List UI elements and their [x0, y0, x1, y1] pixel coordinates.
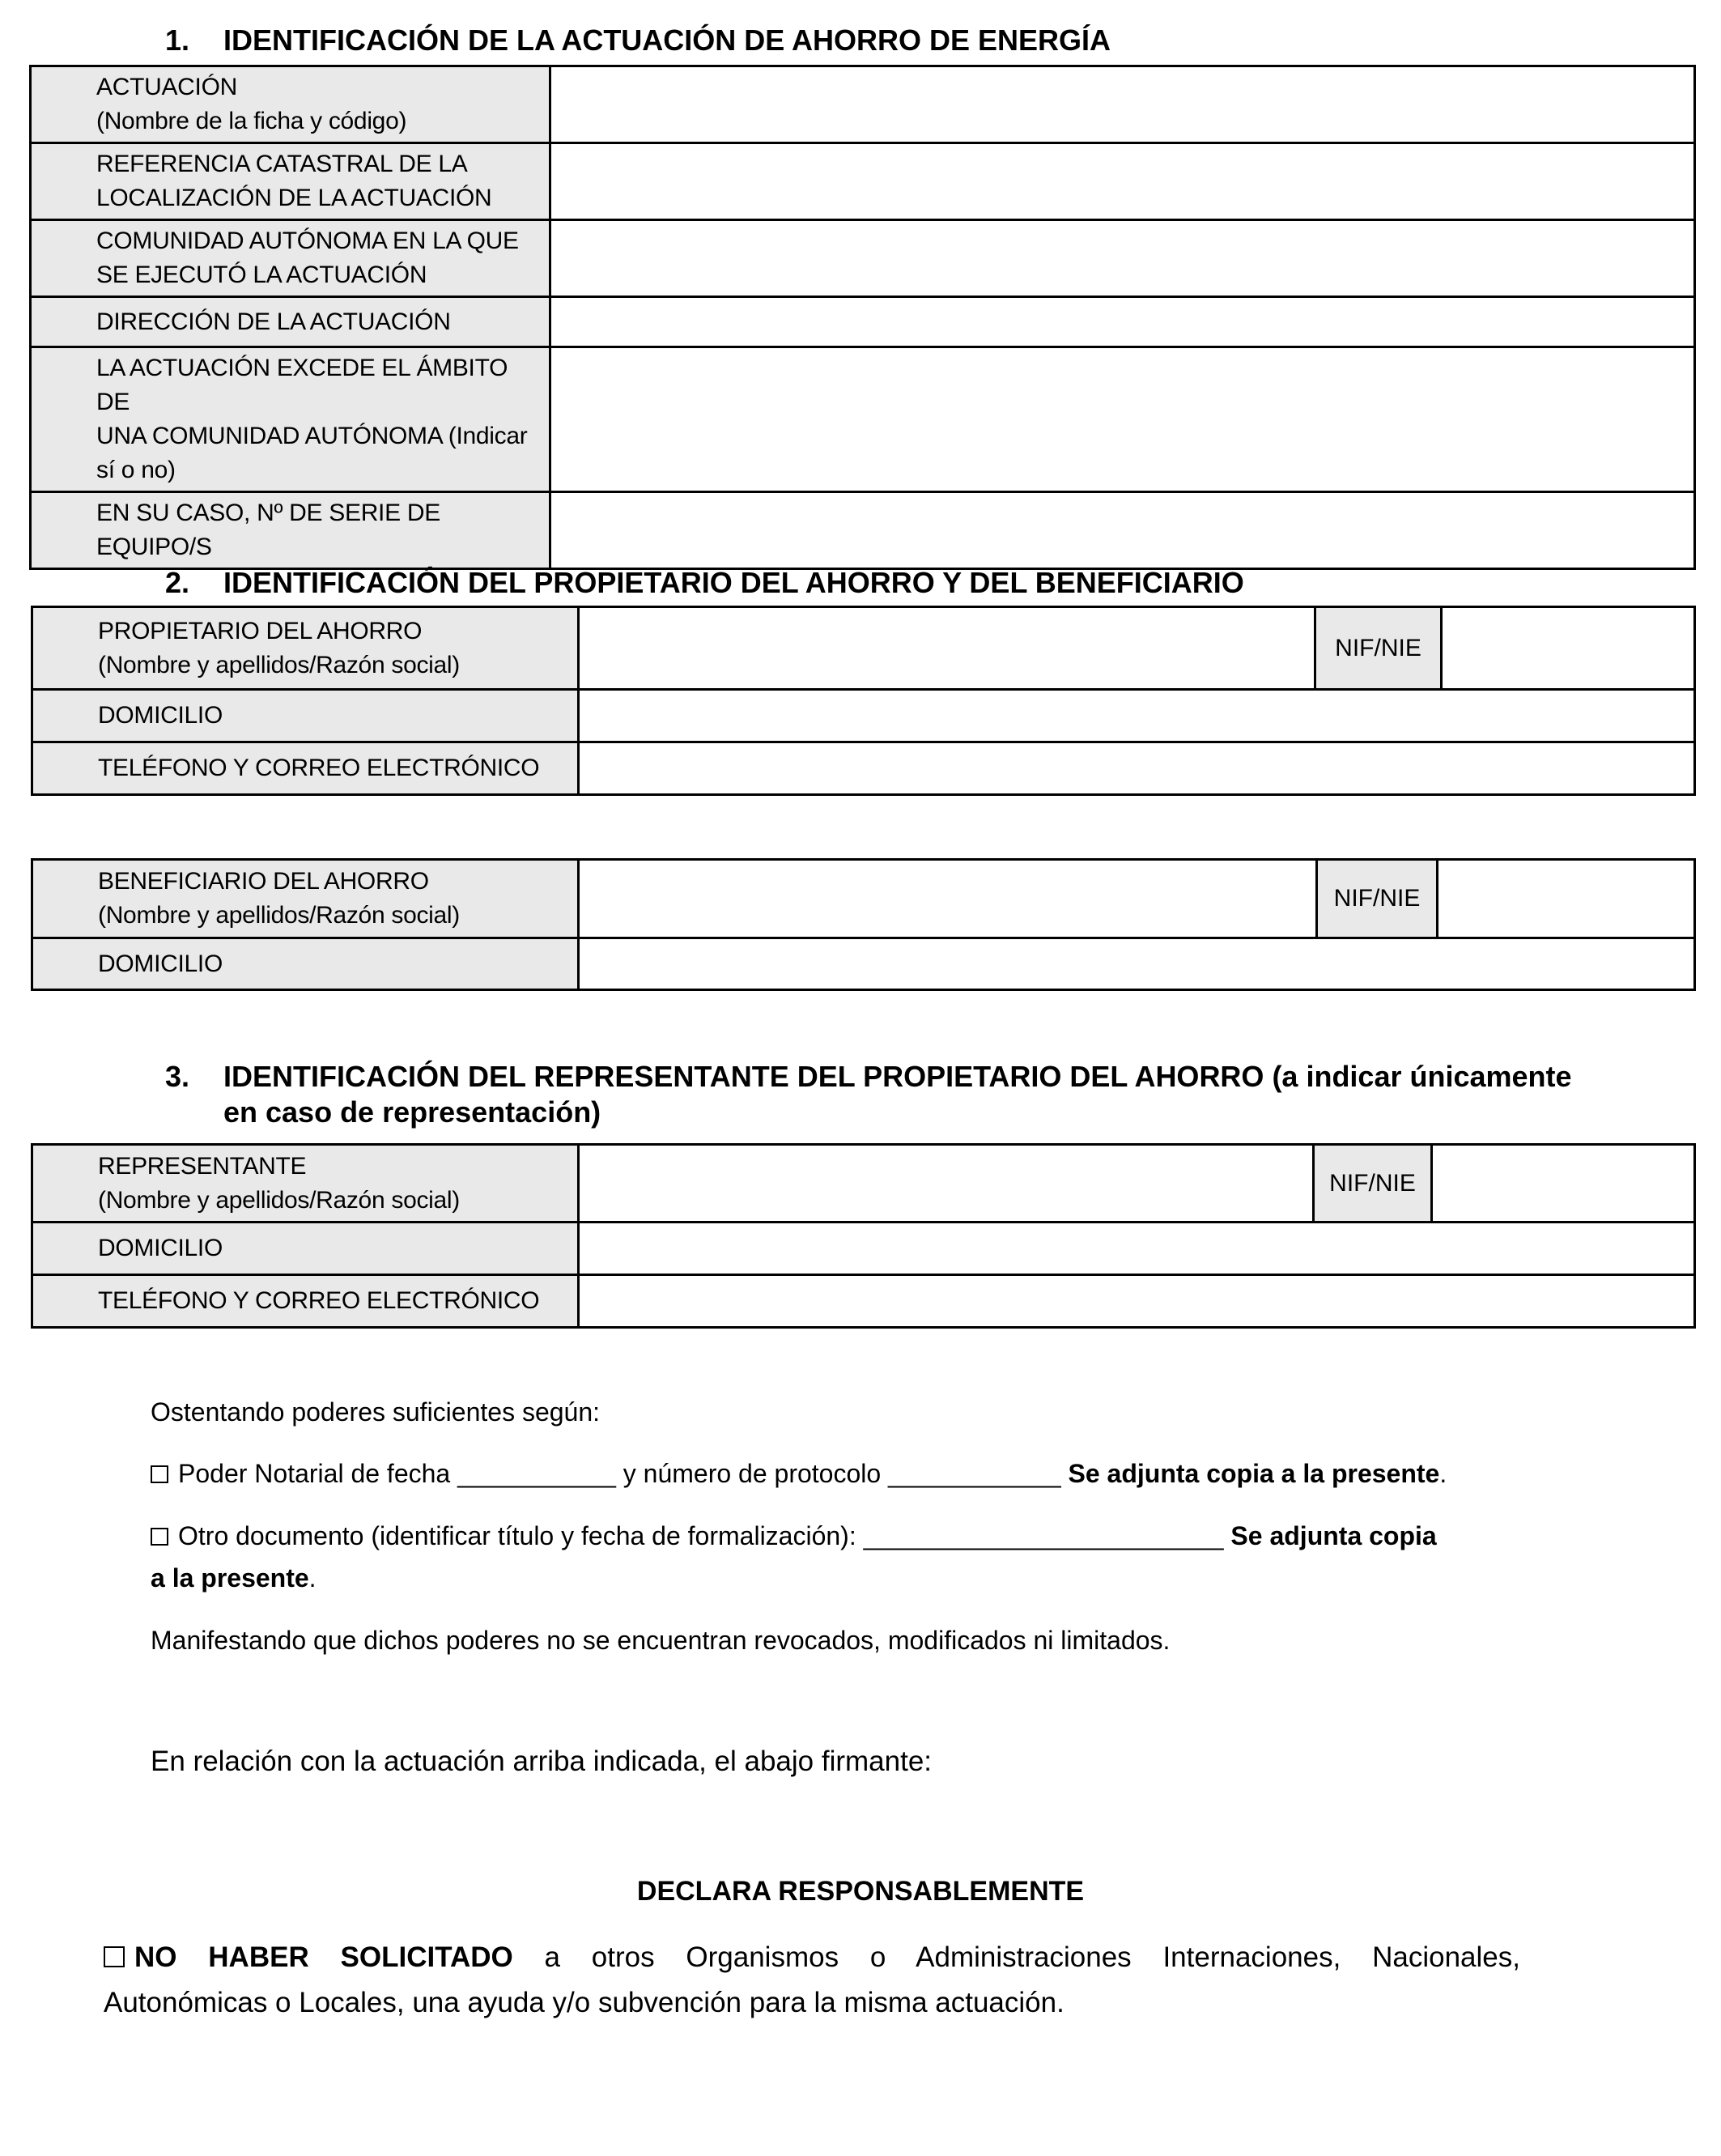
- other-document-text: Otro documento (identificar título y fecha de formalización): _________________________: [178, 1521, 1224, 1550]
- owner-name-field[interactable]: [579, 607, 1315, 690]
- section-3-title-line2: en caso de representación): [223, 1095, 601, 1129]
- relation-text: En relación con la actuación arriba indicada, el abajo firmante:: [151, 1746, 933, 1777]
- representative-table: [31, 1143, 1696, 1329]
- section-1-title: IDENTIFICACIÓN DE LA ACTUACIÓN DE AHORRO DE ENERGÍA: [223, 23, 1111, 57]
- table-row: [32, 690, 1695, 742]
- section-1-heading: [165, 23, 1111, 58]
- beneficiary-name-field[interactable]: [579, 860, 1317, 938]
- representative-nif-label: NIF/NIE: [1314, 1145, 1432, 1223]
- section-2-number: 2.: [165, 566, 190, 599]
- owner-contact-label: TELÉFONO Y CORREO ELECTRÓNICO: [32, 742, 579, 795]
- declaration-line-1: [104, 1937, 1520, 1979]
- table-row: [32, 860, 1695, 938]
- table-row: [31, 66, 1695, 143]
- notarial-option: Poder Notarial de fecha ___________ y número de protocolo ____________ Se adjunta copia a la presente.: [151, 1452, 1447, 1495]
- owner-nif-field[interactable]: [1442, 607, 1695, 690]
- other-document-checkbox[interactable]: [151, 1528, 168, 1546]
- section-3-heading: [165, 1059, 1572, 1129]
- section-3-number: 3.: [165, 1060, 190, 1093]
- actuacion-label: ACTUACIÓN (Nombre de la ficha y código): [31, 66, 550, 143]
- representative-address-field[interactable]: [579, 1223, 1695, 1275]
- other-document-continuation: a la presente.: [151, 1563, 317, 1593]
- table-row: [32, 1223, 1695, 1275]
- other-document-bold-1: Se adjunta copia: [1230, 1521, 1437, 1550]
- notarial-checkbox[interactable]: [151, 1465, 168, 1483]
- section-1-number: 1.: [165, 23, 190, 57]
- owner-table: [31, 606, 1696, 796]
- owner-nif-label: NIF/NIE: [1315, 607, 1442, 690]
- representative-contact-field[interactable]: [579, 1275, 1695, 1328]
- numero-serie-label: EN SU CASO, Nº DE SERIE DE EQUIPO/S: [31, 492, 550, 569]
- powers-statement: Manifestando que dichos poderes no se encuentran revocados, modificados ni limitados.: [151, 1626, 1171, 1655]
- direccion-actuacion-field[interactable]: [550, 297, 1695, 347]
- actuacion-field[interactable]: [550, 66, 1695, 143]
- declara-title: DECLARA RESPONSABLEMENTE: [636, 1876, 1085, 1907]
- notarial-bold: Se adjunta copia a la presente: [1068, 1459, 1440, 1488]
- representative-name-field[interactable]: [579, 1145, 1314, 1223]
- declaration-line-2: Autonómicas o Locales, una ayuda y/o subvención para la misma actuación.: [104, 1987, 1064, 2018]
- table-row: [31, 297, 1695, 347]
- table-row: [32, 1275, 1695, 1328]
- table-row: [32, 607, 1695, 690]
- table-row: [31, 220, 1695, 297]
- referencia-catastral-label: REFERENCIA CATASTRAL DE LA LOCALIZACIÓN DE LA ACTUACIÓN: [31, 143, 550, 220]
- declaration-bold: NO HABER SOLICITADO: [134, 1941, 513, 1973]
- representative-contact-label: TELÉFONO Y CORREO ELECTRÓNICO: [32, 1275, 579, 1328]
- referencia-catastral-field[interactable]: [550, 143, 1695, 220]
- beneficiary-nif-field[interactable]: [1438, 860, 1695, 938]
- table-row: [32, 742, 1695, 795]
- representative-address-label: DOMICILIO: [32, 1223, 579, 1275]
- beneficiary-table: [31, 858, 1696, 991]
- excede-ambito-field[interactable]: [550, 347, 1695, 492]
- section-3-title-line1: IDENTIFICACIÓN DEL REPRESENTANTE DEL PROPIETARIO DEL AHORRO (a indicar únicamente: [223, 1060, 1572, 1093]
- direccion-actuacion-label: DIRECCIÓN DE LA ACTUACIÓN: [31, 297, 550, 347]
- excede-ambito-label: LA ACTUACIÓN EXCEDE EL ÁMBITO DE UNA COMUNIDAD AUTÓNOMA (Indicar sí o no): [31, 347, 550, 492]
- section-1-table: [29, 65, 1696, 570]
- comunidad-autonoma-field[interactable]: [550, 220, 1695, 297]
- beneficiary-address-label: DOMICILIO: [32, 938, 579, 990]
- owner-address-label: DOMICILIO: [32, 690, 579, 742]
- table-row: [31, 492, 1695, 569]
- other-document-bold-2: a la presente: [151, 1563, 309, 1593]
- declaration-checkbox[interactable]: [104, 1946, 125, 1967]
- representative-name-label: REPRESENTANTE (Nombre y apellidos/Razón social): [32, 1145, 579, 1223]
- table-row: [32, 1145, 1695, 1223]
- owner-address-field[interactable]: [579, 690, 1695, 742]
- section-2-title: IDENTIFICACIÓN DEL PROPIETARIO DEL AHORRO Y DEL BENEFICIARIO: [223, 566, 1244, 599]
- section-2-heading: [165, 565, 1244, 601]
- owner-name-label: PROPIETARIO DEL AHORRO (Nombre y apellidos/Razón social): [32, 607, 579, 690]
- beneficiary-name-label: BENEFICIARIO DEL AHORRO (Nombre y apellidos/Razón social): [32, 860, 579, 938]
- table-row: [31, 347, 1695, 492]
- table-row: [31, 143, 1695, 220]
- representative-nif-field[interactable]: [1432, 1145, 1695, 1223]
- owner-contact-field[interactable]: [579, 742, 1695, 795]
- notarial-text: Poder Notarial de fecha ___________ y número de protocolo ____________: [178, 1459, 1061, 1488]
- powers-intro: Ostentando poderes suficientes según:: [151, 1397, 601, 1427]
- beneficiary-address-field[interactable]: [579, 938, 1695, 990]
- other-document-option: [151, 1515, 1437, 1557]
- numero-serie-field[interactable]: [550, 492, 1695, 569]
- declaration-line-1-text: a otros Organismos o Administraciones Internaciones, Nacionales,: [544, 1941, 1520, 1973]
- beneficiary-nif-label: NIF/NIE: [1317, 860, 1438, 938]
- table-row: [32, 938, 1695, 990]
- comunidad-autonoma-label: COMUNIDAD AUTÓNOMA EN LA QUE SE EJECUTÓ LA ACTUACIÓN: [31, 220, 550, 297]
